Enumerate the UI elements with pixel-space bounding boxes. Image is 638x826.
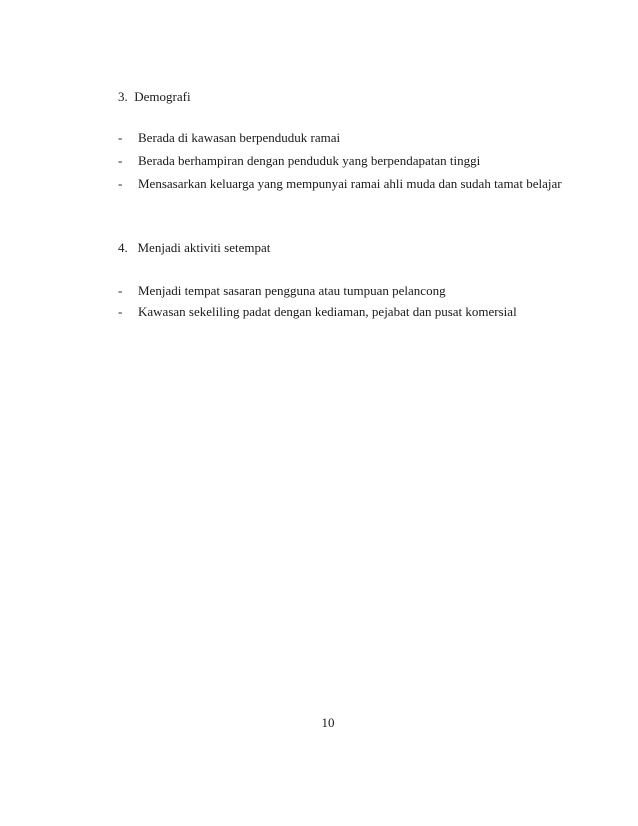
list-item — [118, 176, 562, 192]
page-number: 10 — [321, 715, 335, 730]
bullet-marker: - — [118, 283, 123, 298]
section-title: Demografi — [134, 89, 191, 104]
list-item — [118, 283, 446, 299]
list-item-text: Kawasan sekeliling padat dengan kediaman, pejabat dan pusat komersial — [138, 304, 517, 319]
list-item-text: Menjadi tempat sasaran pengguna atau tumpuan pelancong — [138, 283, 446, 298]
bullet-marker: - — [118, 176, 123, 191]
bullet-marker: - — [118, 153, 123, 168]
list-item — [118, 153, 480, 169]
list-item-text: Berada di kawasan berpenduduk ramai — [138, 130, 341, 145]
list-item-text: Berada berhampiran dengan penduduk yang berpendapatan tinggi — [138, 153, 481, 168]
section-number: 4. — [118, 240, 128, 255]
bullet-marker: - — [118, 304, 123, 319]
section-heading-aktiviti — [118, 240, 270, 256]
list-item — [118, 130, 340, 146]
list-item-text: Mensasarkan keluarga yang mempunyai ramai ahli muda dan sudah tamat belajar — [138, 176, 562, 191]
section-number: 3. — [118, 89, 128, 104]
section-title: Menjadi aktiviti setempat — [137, 240, 271, 255]
bullet-marker: - — [118, 130, 123, 145]
section-heading-demografi — [118, 89, 191, 105]
list-item — [118, 304, 517, 320]
